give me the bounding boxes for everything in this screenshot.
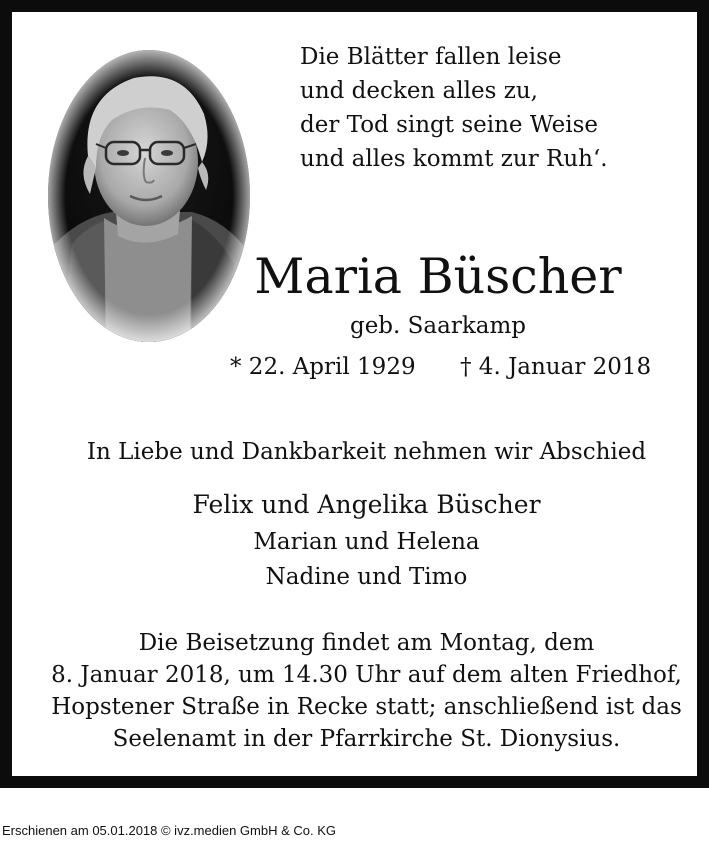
maiden-name: geb. Saarkamp [349, 313, 527, 339]
birth-date: * 22. April 1929 [230, 354, 416, 380]
mourner-secondary: Marian und Helena [253, 529, 480, 555]
mourner-primary: Felix und Angelika Büscher [192, 490, 541, 519]
poem-line: der Tod singt seine Weise [300, 112, 598, 138]
burial-line: Hopstener Straße in Recke statt; anschließend ist das [51, 694, 682, 720]
burial-line: Seelenamt in der Pfarrkirche St. Dionysius. [112, 726, 621, 752]
poem-line: und decken alles zu, [300, 78, 538, 104]
death-date: † 4. Januar 2018 [460, 354, 652, 380]
deceased-name: Maria Büscher [254, 248, 622, 305]
poem-line: Die Blätter fallen leise [300, 44, 562, 70]
poem-verse [300, 40, 660, 176]
burial-line: Die Beisetzung findet am Montag, dem [138, 630, 595, 656]
burial-line: 8. Januar 2018, um 14.30 Uhr auf dem alten Friedhof, [51, 662, 682, 688]
poem-line: und alles kommt zur Ruh‘. [300, 146, 608, 172]
publication-credit: Erschienen am 05.01.2018 © ivz.medien GmbH & Co. KG [2, 823, 337, 838]
farewell-text: In Liebe und Dankbarkeit nehmen wir Abschied [86, 439, 647, 465]
mourner-secondary: Nadine und Timo [265, 564, 468, 590]
burial-information [12, 627, 709, 755]
life-dates [202, 350, 672, 384]
portrait-photo [42, 44, 256, 348]
